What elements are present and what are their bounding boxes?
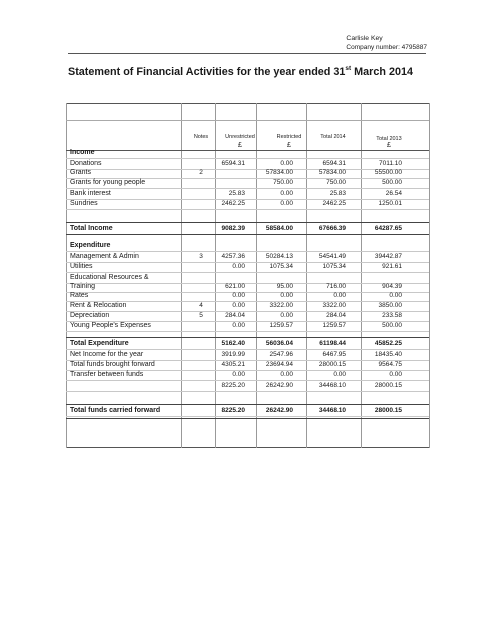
row-label: Sundries	[70, 200, 98, 207]
row-value-t13: 904.39	[382, 283, 402, 290]
row-value-t14: 61198.44	[319, 340, 346, 347]
row-label: Young People's Expenses	[70, 322, 151, 329]
row-value-t13: 55500.00	[374, 169, 402, 176]
row-value-r: 26242.90	[265, 407, 293, 414]
total-rule	[66, 337, 429, 338]
table-header-subrule	[66, 120, 429, 121]
row-value-t14: 716.00	[326, 283, 346, 290]
row-value-t14: 28000.15	[318, 361, 346, 368]
row-label: Net Income for the year	[70, 351, 144, 358]
row-label: Bank interest	[70, 190, 111, 197]
row-value-t14: 0.00	[333, 371, 346, 378]
row-value-t13: 7011.10	[378, 160, 402, 167]
table-column-rule	[429, 103, 430, 448]
column-header-total-2013: Total 2013	[376, 136, 402, 142]
row-value-t13: 0.00	[389, 292, 402, 299]
row-value-r: 26242.90	[265, 382, 293, 389]
total-rule	[66, 234, 429, 235]
row-label: Grants for young people	[70, 179, 146, 186]
row-value-t13: 233.58	[382, 312, 402, 319]
statement-title: Statement of Financial Activities for the year ended 31st March 2014	[68, 65, 414, 78]
table-column-rule	[66, 103, 67, 448]
row-value-u: 5162.40	[221, 340, 245, 347]
row-value-t13: 9564.75	[378, 361, 402, 368]
row-divider	[66, 380, 429, 381]
row-value-t14: 6467.95	[322, 351, 346, 358]
row-label: Income	[70, 149, 95, 156]
row-value-t13: 64287.65	[374, 225, 402, 232]
row-note: 5	[199, 312, 203, 319]
row-value-r: 0.00	[280, 292, 293, 299]
column-unit-total-2013-unit: £	[387, 142, 391, 149]
row-label: Expenditure	[70, 242, 111, 249]
row-value-t14: 6594.31	[322, 160, 346, 167]
row-value-r: 0.00	[280, 371, 293, 378]
column-unit-restricted-unit: £	[287, 142, 291, 149]
row-label: Rates	[70, 292, 89, 299]
row-divider	[66, 416, 429, 417]
row-value-t14: 67666.39	[318, 225, 346, 232]
row-value-r: 2547.96	[269, 351, 293, 358]
row-value-u: 284.04	[225, 312, 245, 319]
row-divider	[66, 349, 429, 350]
table-column-rule	[256, 103, 257, 448]
row-value-t13: 45852.25	[374, 340, 402, 347]
column-header-unrestricted: Unrestricted	[225, 134, 255, 140]
row-value-t13: 0.00	[389, 371, 402, 378]
row-label: Total funds carried forward	[70, 407, 161, 414]
row-divider	[66, 251, 429, 252]
row-value-r: 56036.04	[265, 340, 293, 347]
row-label: Utilities	[70, 263, 93, 270]
row-value-u: 0.00	[232, 263, 245, 270]
column-header-rule	[66, 150, 429, 151]
row-value-u: 8225.20	[221, 407, 245, 414]
row-value-t14: 3322.00	[322, 302, 346, 309]
row-value-t14: 54541.49	[318, 253, 346, 260]
row-value-t14: 2462.25	[322, 200, 346, 207]
row-label: Transfer between funds	[70, 371, 144, 378]
row-value-r: 57834.00	[265, 169, 293, 176]
row-value-u: 3919.99	[221, 351, 245, 358]
row-divider	[66, 272, 429, 273]
row-value-t13: 18435.40	[374, 351, 402, 358]
row-label: Grants	[70, 169, 92, 176]
row-value-u: 0.00	[232, 322, 245, 329]
row-value-u: 4257.36	[221, 253, 245, 260]
row-value-r: 1075.34	[269, 263, 293, 270]
row-value-t13: 500.00	[382, 179, 402, 186]
row-divider	[66, 209, 429, 210]
row-note: 4	[199, 302, 203, 309]
row-divider	[66, 158, 429, 159]
table-column-rule	[306, 103, 307, 448]
row-value-t13: 39442.87	[374, 253, 402, 260]
row-value-r: 3322.00	[269, 302, 293, 309]
table-column-rule	[361, 103, 362, 448]
company-name: Carlisle Key	[346, 35, 383, 42]
row-value-t13: 26.54	[385, 190, 402, 197]
table-column-rule	[215, 103, 216, 448]
row-label: Educational Resources &	[70, 274, 149, 281]
row-value-u: 0.00	[232, 302, 245, 309]
row-value-t14: 284.04	[326, 312, 346, 319]
row-divider	[66, 188, 429, 189]
row-label: Total Income	[70, 225, 113, 232]
company-number: Company number: 4795887	[346, 44, 427, 51]
row-value-u: 9082.39	[221, 225, 245, 232]
row-label: Depreciation	[70, 312, 110, 319]
row-label: Total Expenditure	[70, 340, 129, 347]
row-value-t13: 1250.01	[378, 200, 402, 207]
row-value-r: 95.00	[276, 283, 293, 290]
column-header-notes: Notes	[193, 134, 209, 140]
total-rule	[66, 222, 429, 223]
row-label: Rent & Relocation	[70, 302, 127, 309]
row-value-t13: 28000.15	[374, 382, 402, 389]
row-value-u: 8225.20	[221, 382, 245, 389]
row-value-t14: 34468.10	[318, 382, 346, 389]
row-value-r: 0.00	[280, 160, 293, 167]
table-column-rule	[181, 103, 182, 448]
row-value-t14: 1075.34	[322, 263, 346, 270]
row-value-u: 25.83	[228, 190, 245, 197]
row-label: Management & Admin	[70, 253, 139, 260]
row-value-t14: 0.00	[333, 292, 346, 299]
row-value-r: 0.00	[280, 312, 293, 319]
row-value-u: 0.00	[232, 371, 245, 378]
row-value-t13: 500.00	[382, 322, 402, 329]
row-value-t13: 28000.15	[374, 407, 402, 414]
row-note: 2	[199, 169, 203, 176]
row-value-t14: 750.00	[326, 179, 346, 186]
row-value-t14: 57834.00	[318, 169, 346, 176]
row-label: Training	[70, 283, 96, 290]
row-value-r: 1259.57	[269, 322, 293, 329]
row-note: 3	[199, 253, 203, 260]
row-value-t14: 34468.10	[318, 407, 346, 414]
total-rule	[66, 418, 429, 419]
total-rule	[66, 404, 429, 405]
row-value-r: 0.00	[280, 200, 293, 207]
table-top-rule	[66, 103, 429, 104]
row-value-t13: 3850.00	[378, 302, 402, 309]
row-value-r: 23694.94	[265, 361, 293, 368]
row-value-u: 0.00	[232, 292, 245, 299]
row-value-r: 58584.00	[265, 225, 293, 232]
row-value-r: 750.00	[273, 179, 293, 186]
column-header-total-2014: Total 2014	[320, 134, 346, 140]
row-value-t13: 921.61	[382, 263, 402, 270]
row-value-u: 4305.21	[221, 361, 245, 368]
row-label: Donations	[70, 160, 102, 167]
row-value-u: 6594.31	[221, 160, 245, 167]
row-divider	[66, 391, 429, 392]
row-value-u: 2462.25	[221, 200, 245, 207]
row-value-t14: 1259.57	[322, 322, 346, 329]
row-label: Total funds brought forward	[70, 361, 155, 368]
column-unit-unrestricted-unit: £	[238, 142, 242, 149]
row-value-t14: 25.83	[329, 190, 346, 197]
row-value-r: 50284.13	[265, 253, 293, 260]
row-value-u: 621.00	[225, 283, 245, 290]
row-divider	[66, 331, 429, 332]
table-bottom-rule	[66, 447, 429, 448]
row-value-r: 0.00	[280, 190, 293, 197]
column-header-restricted: Restricted	[276, 134, 302, 140]
